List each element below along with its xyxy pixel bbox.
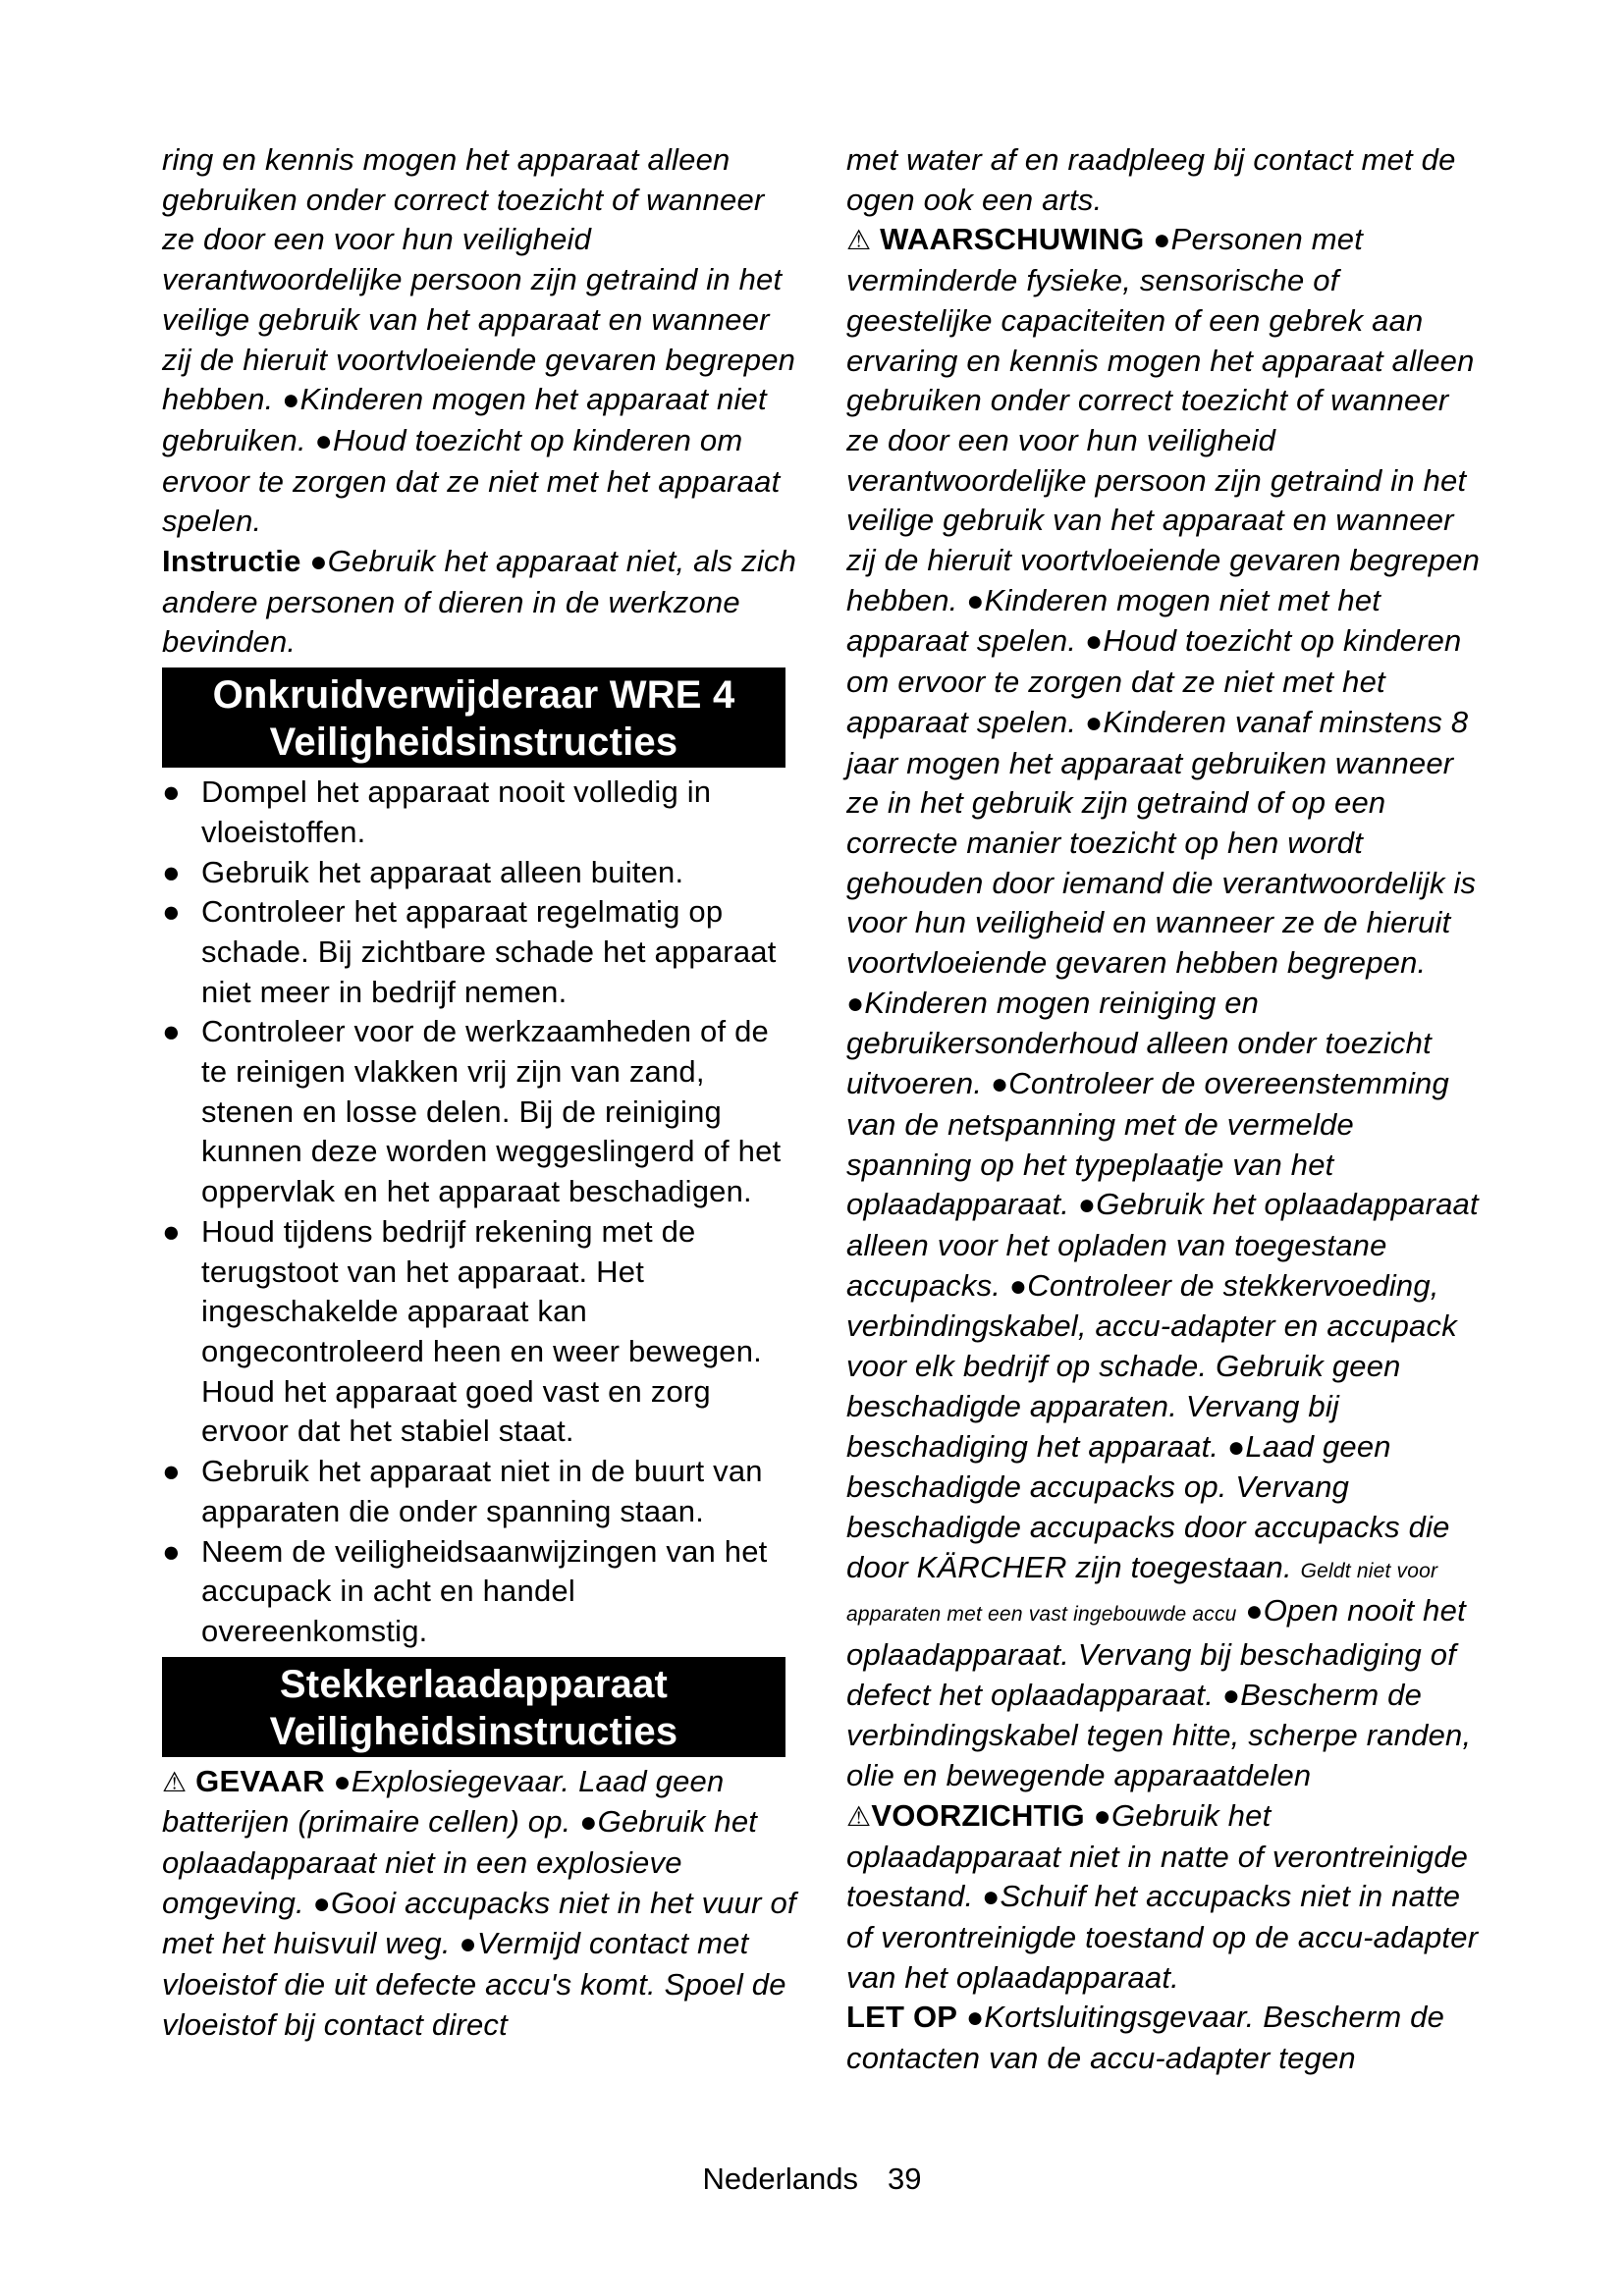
- continuation-paragraph: [846, 140, 1485, 220]
- bullet-dot-icon: ●: [162, 854, 181, 889]
- bullet-dot-icon: ●: [1084, 625, 1104, 659]
- bullet-dot-icon: ●: [333, 1765, 352, 1798]
- bullet-dot-icon: ●: [282, 384, 300, 417]
- intro-item: Kinderen mogen het apparaat niet gebruiken.: [162, 382, 767, 457]
- voorzichtig-paragraph: [846, 1796, 1485, 1999]
- right-column: [846, 140, 1485, 2079]
- warning-triangle-icon: ⚠: [846, 1800, 872, 1832]
- small-note: Geldt niet voor apparaten met een vast ingebouwde accu: [846, 1559, 1438, 1627]
- left-column: [162, 140, 800, 2046]
- waarschuwing-item: Kinderen mogen reiniging en gebruikersonderhoud alleen onder toezicht uitvoeren.: [846, 985, 1432, 1101]
- gevaar-paragraph: [162, 1762, 800, 2046]
- waarschuwing-label: WAARSCHUWING: [880, 222, 1145, 257]
- bullet-dot-icon: ●: [579, 1806, 598, 1840]
- gevaar-item: Gebruik het oplaadapparaat niet in een explosieve omgeving.: [162, 1804, 758, 1920]
- bullet-dot-icon: ●: [1153, 224, 1171, 257]
- list-item-text: Gebruik het apparaat niet in de buurt van apparaten die onder spanning staan.: [201, 1454, 763, 1528]
- section-heading-charger: [162, 1657, 785, 1757]
- bullet-dot-icon: ●: [966, 584, 985, 617]
- voorzichtig-label: VOORZICHTIG: [871, 1797, 1085, 1833]
- warning-triangle-icon: ⚠: [846, 225, 872, 256]
- instructie-text: Gebruik het apparaat niet, als zich andere personen of dieren in de werkzone bevinden.: [162, 544, 797, 660]
- intro-item: Houd toezicht op kinderen om ervoor te zorgen dat ze niet met het apparaat spelen.: [162, 422, 781, 539]
- bullet-dot-icon: ●: [459, 1928, 477, 1961]
- bullet-dot-icon: ●: [162, 1213, 181, 1249]
- letop-item: Kortsluitingsgevaar. Bescherm de contacten van de accu-adapter tegen: [846, 2000, 1445, 2076]
- continuation-text: met water af en raadpleeg bij contact met de ogen ook een arts.: [846, 142, 1456, 217]
- list-item-text: Controleer het apparaat regelmatig op schade. Bij zichtbare schade het apparaat niet meer in bedrijf nemen.: [201, 894, 777, 1009]
- bullet-dot-icon: ●: [162, 1454, 181, 1489]
- gevaar-item: Gooi accupacks niet in het vuur of met het huisvuil weg.: [162, 1885, 796, 1961]
- waarschuwing-item: Controleer de overeenstemming van de netspanning met de vermelde spanning op het typeplaatje van het oplaadapparaat.: [846, 1066, 1449, 1222]
- section-heading-weed-remover: [162, 667, 785, 768]
- bullet-dot-icon: ●: [990, 1068, 1009, 1101]
- bullet-dot-icon: ●: [162, 1533, 181, 1569]
- letop-label: LET OP: [846, 2000, 958, 2035]
- page-number: 39: [888, 2162, 922, 2196]
- bullet-dot-icon: ●: [1245, 1595, 1264, 1629]
- list-item: [162, 892, 800, 1012]
- bullet-dot-icon: ●: [965, 2002, 985, 2035]
- gevaar-item: Explosiegevaar. Laad geen batterijen (primaire cellen) op.: [162, 1763, 725, 1840]
- bullet-dot-icon: ●: [1093, 1799, 1111, 1833]
- section-title-line: Stekkerlaadapparaat: [279, 1662, 669, 1706]
- voorzichtig-item: Schuif het accupacks niet in natte of verontreinigde toestand op de accu-adapter van het oplaadapparaat.: [846, 1879, 1479, 1995]
- bullet-dot-icon: ●: [982, 1881, 1001, 1914]
- bullet-dot-icon: ●: [1077, 1189, 1097, 1222]
- waarschuwing-item: Houd toezicht op kinderen om ervoor te zorgen dat ze niet met het apparaat spelen.: [846, 623, 1462, 739]
- waarschuwing-item: Kinderen vanaf minstens 8 jaar mogen het apparaat gebruiken wanneer ze in het gebruik zijn getraind of op een correcte manier toezicht op hen wordt gehouden door iemand die verantwoordelijk is voor hun veiligheid en wanneer ze de hieruit voortvloeiende gevaren hebben begrepen.: [846, 704, 1477, 981]
- list-item: [162, 1532, 800, 1652]
- bullet-dot-icon: ●: [1227, 1430, 1246, 1464]
- instructie-label: Instructie: [162, 544, 301, 579]
- section-title-line: Onkruidverwijderaar WRE 4: [212, 673, 735, 718]
- bullet-dot-icon: ●: [162, 894, 181, 930]
- list-item-text: Dompel het apparaat nooit volledig in vloeistoffen.: [201, 774, 712, 849]
- waarschuwing-item: Kinderen mogen niet met het apparaat spelen.: [846, 582, 1381, 659]
- bullet-dot-icon: ●: [162, 774, 181, 810]
- waarschuwing-item: Personen met verminderde fysieke, sensorische of geestelijke capaciteiten of een gebrek aan ervaring en kennis mogen het apparaat alleen gebruiken onder correct toezicht of wanneer ze door een voor hun veiligheid verantwoordelijke persoon zijn getraind in het veilige gebruik van het apparaat en wanneer zij de hieruit voortvloeiende gevaren begrepen hebben.: [846, 222, 1481, 617]
- waarschuwing-item: Bescherm de verbindingskabel tegen hitte, scherpe randen, olie en bewegende apparaatdelen: [846, 1677, 1472, 1793]
- list-item: [162, 1212, 800, 1452]
- list-item-text: Controleer voor de werkzaamheden of de te reinigen vlakken vrij zijn van zand, stenen en losse delen. Bij de reiniging kunnen deze worden weggeslingerd of het oppervlak en het apparaat beschadigen.: [201, 1014, 782, 1209]
- bullet-dot-icon: ●: [314, 424, 333, 457]
- section-title-line: Veiligheidsinstructies: [269, 1709, 678, 1753]
- bullet-dot-icon: ●: [1084, 706, 1104, 739]
- waarschuwing-item: Gebruik het oplaadapparaat alleen voor het opladen van toegestane accupacks.: [846, 1187, 1479, 1303]
- waarschuwing-paragraph: [846, 220, 1485, 1795]
- letop-paragraph: [846, 1998, 1485, 2078]
- bullet-dot-icon: ●: [312, 1887, 331, 1920]
- list-item: [162, 773, 800, 852]
- safety-bullet-list: [162, 773, 800, 1651]
- footer-language: Nederlands: [702, 2162, 859, 2196]
- gevaar-item: Vermijd contact met vloeistof die uit defecte accu's komt. Spoel de vloeistof bij contact direct: [162, 1926, 786, 2042]
- bullet-dot-icon: ●: [162, 1014, 181, 1049]
- section-title-line: Veiligheidsinstructies: [269, 721, 678, 765]
- gevaar-label: GEVAAR: [195, 1763, 325, 1798]
- instructie-paragraph: [162, 542, 800, 663]
- intro-text: ring en kennis mogen het apparaat alleen gebruiken onder correct toezicht of wanneer ze door een voor hun veiligheid verantwoordelijke persoon zijn getraind in het veilige gebruik van het apparaat en wanneer zij de hieruit voortvloeiende gevaren begrepen hebben.: [162, 142, 796, 417]
- list-item-text: Houd tijdens bedrijf rekening met de terugstoot van het apparaat. Het ingeschakelde apparaat kan ongecontroleerd heen en weer bewegen. Houd het apparaat goed vast en zorg ervoor dat het stabiel staat.: [201, 1213, 762, 1449]
- list-item-text: Gebruik het apparaat alleen buiten.: [201, 854, 684, 889]
- warning-triangle-icon: ⚠: [162, 1766, 188, 1797]
- bullet-dot-icon: ●: [309, 546, 328, 579]
- bullet-dot-icon: ●: [1221, 1679, 1241, 1712]
- list-item: [162, 1452, 800, 1531]
- waarschuwing-item: Laad geen beschadigde accupacks op. Vervang beschadigde accupacks door accupacks die door KÄRCHER zijn toegestaan.: [846, 1428, 1450, 1584]
- waarschuwing-item: Open nooit het oplaadapparaat. Vervang bij beschadiging of defect het oplaadapparaat.: [846, 1593, 1466, 1712]
- waarschuwing-item: Controleer de stekkervoeding, verbindingskabel, accu-adapter en accupack voor elk bedrijf op schade. Gebruik geen beschadigde apparaten. Vervang bij beschadiging het apparaat.: [846, 1267, 1457, 1464]
- intro-paragraph: [162, 140, 800, 542]
- list-item: [162, 853, 800, 893]
- bullet-dot-icon: ●: [1008, 1269, 1028, 1303]
- bullet-dot-icon: ●: [846, 987, 865, 1020]
- list-item: [162, 1012, 800, 1212]
- voorzichtig-item: Gebruik het oplaadapparaat niet in natte of verontreinigde toestand.: [846, 1797, 1469, 1914]
- page-footer: [0, 2160, 1624, 2199]
- list-item-text: Neem de veiligheidsaanwijzingen van het accupack in acht en handel overeenkomstig.: [201, 1533, 768, 1648]
